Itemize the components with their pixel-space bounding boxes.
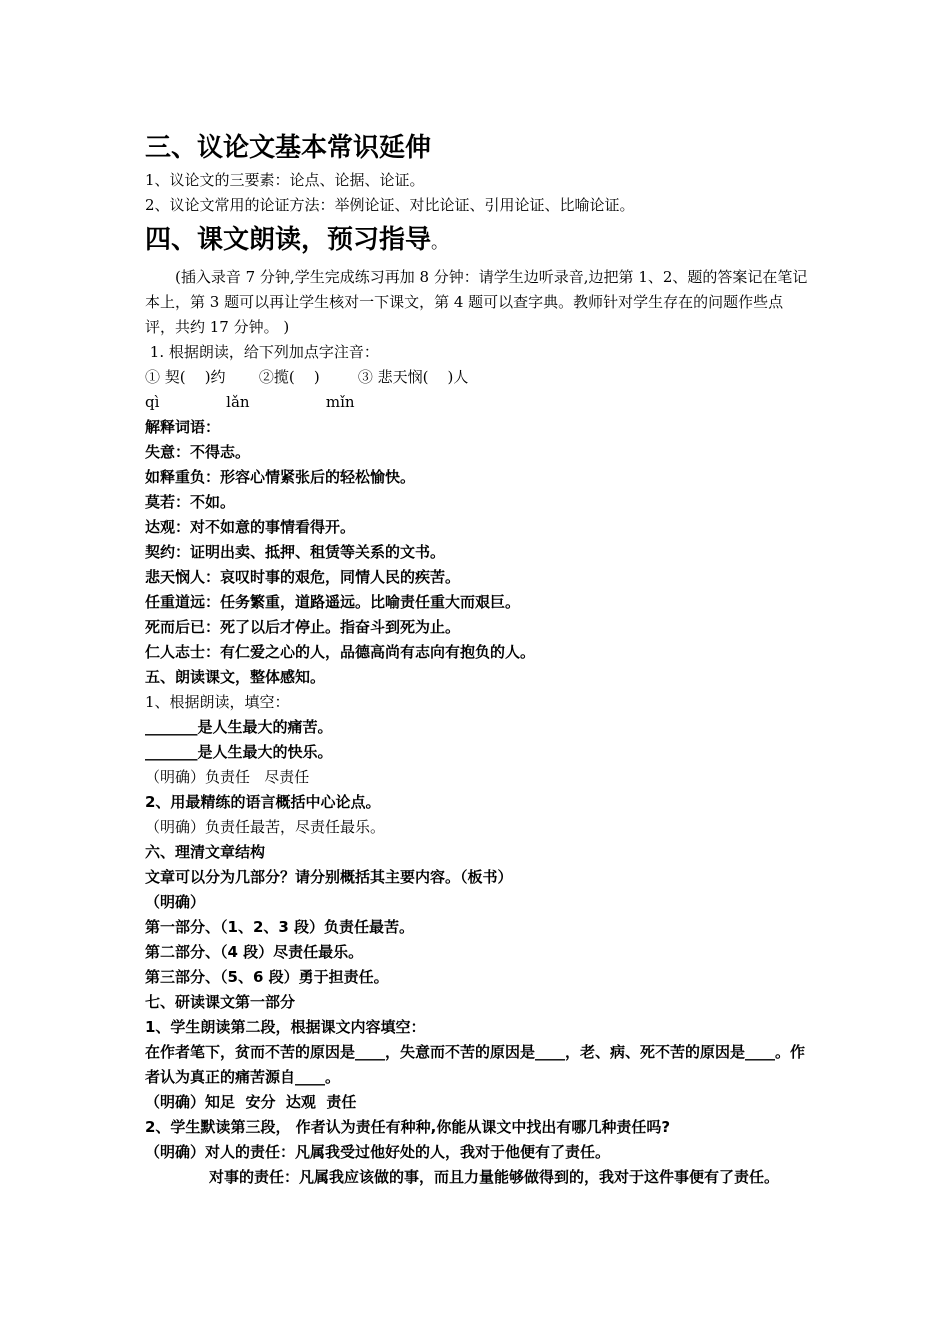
section-7-answer-1: （明确）知足 安分 达观 责任 (145, 1093, 357, 1111)
section-6-question: 文章可以分为几部分？请分别概括其主要内容。（板书） (145, 868, 513, 886)
section-6-title: 六、理清文章结构 (145, 843, 266, 861)
fill-blank-2: _______是人生最大的快乐。 (145, 743, 333, 761)
vocab-item: 莫若：不如。 (145, 493, 236, 511)
fill-blank-1: _______是人生最大的痛苦。 (145, 718, 333, 736)
list-item: 2、议论文常用的论证方法：举例论证、对比论证、引用论证、比喻论证。 (145, 196, 635, 214)
vocab-item: 达观：对不如意的事情看得开。 (145, 518, 356, 536)
vocab-item: 悲天悯人：哀叹时事的艰危，同情人民的疾苦。 (145, 568, 461, 586)
intro-paragraph: (插入录音 7 分钟,学生完成练习再加 8 分钟：请学生边听录音,边把第 1、2、题的答案记在笔记本上，第 3 题可以再让学生核对一下课文，第 4 题可以查字典。教师针对学生存在的问题作些点评，共约 17 分钟。 ) (145, 268, 808, 336)
vocab-item: 如释重负：形容心情紧张后的轻松愉快。 (145, 468, 416, 486)
structure-part: 第三部分、（5、6 段）勇于担责任。 (145, 968, 389, 986)
document-page (145, 128, 810, 1190)
question-1: 1. 根据朗读，给下列加点字注音： (145, 343, 379, 361)
vocab-item: 任重道远：任务繁重，道路遥远。比喻责任重大而艰巨。 (145, 593, 521, 611)
vocab-item: 死而后已：死了以后才停止。指奋斗到死为止。 (145, 618, 461, 636)
section-7-question-2: 2、学生默读第三段， 作者认为责任有种种,你能从课文中找出有哪几种责任吗? (145, 1118, 671, 1136)
vocab-item: 失意：不得志。 (145, 443, 251, 461)
section-7-title: 七、研读课文第一部分 (145, 993, 296, 1011)
section-6-answer-label: （明确） (145, 893, 206, 911)
section-5-question-2: 2、用最精练的语言概括中心论点。 (145, 793, 381, 811)
section-5-question-1: 1、根据朗读，填空： (145, 693, 290, 711)
vocab-item: 仁人志士：有仁爱之心的人，品德高尚有志向有抱负的人。 (145, 643, 536, 661)
section-7-answer-3: 对事的责任：凡属我应该做的事，而且力量能够做得到的，我对于这件事便有了责任。 (209, 1168, 780, 1186)
question-1-items: ① 契( )约 ②揽( ) ③ 悲天悯( )人 (145, 368, 469, 386)
section-7-fill: 在作者笔下，贫而不苦的原因是____，失意而不苦的原因是____，老、病、死不苦的原因是____。作者认为真正的痛苦源自____。 (145, 1043, 806, 1086)
list-item: 1、议论文的三要素：论点、论据、论证。 (145, 171, 425, 189)
section-5-title: 五、朗读课文，整体感知。 (145, 668, 326, 686)
section-7-answer-2: （明确）对人的责任：凡属我受过他好处的人，我对于他便有了责任。 (145, 1143, 611, 1161)
vocab-item: 契约：证明出卖、抵押、租赁等关系的文书。 (145, 543, 446, 561)
structure-part: 第二部分、（4 段）尽责任最乐。 (145, 943, 364, 961)
heading-section-4-tail: 。 (431, 233, 449, 253)
vocab-title: 解释词语： (145, 418, 221, 436)
heading-section-3: 三、议论文基本常识延伸 (145, 133, 432, 163)
heading-section-4 (145, 220, 810, 263)
heading-section-4-text: 四、课文朗读，预习指导 (145, 225, 432, 255)
answer-2: （明确）负责任最苦，尽责任最乐。 (145, 818, 386, 836)
answer-1: （明确）负责任 尽责任 (145, 768, 310, 786)
pinyin-row: qì lǎn mǐn (145, 393, 355, 411)
structure-part: 第一部分、（1、2、3 段）负责任最苦。 (145, 918, 415, 936)
section-7-question-1: 1、学生朗读第二段，根据课文内容填空： (145, 1018, 426, 1036)
